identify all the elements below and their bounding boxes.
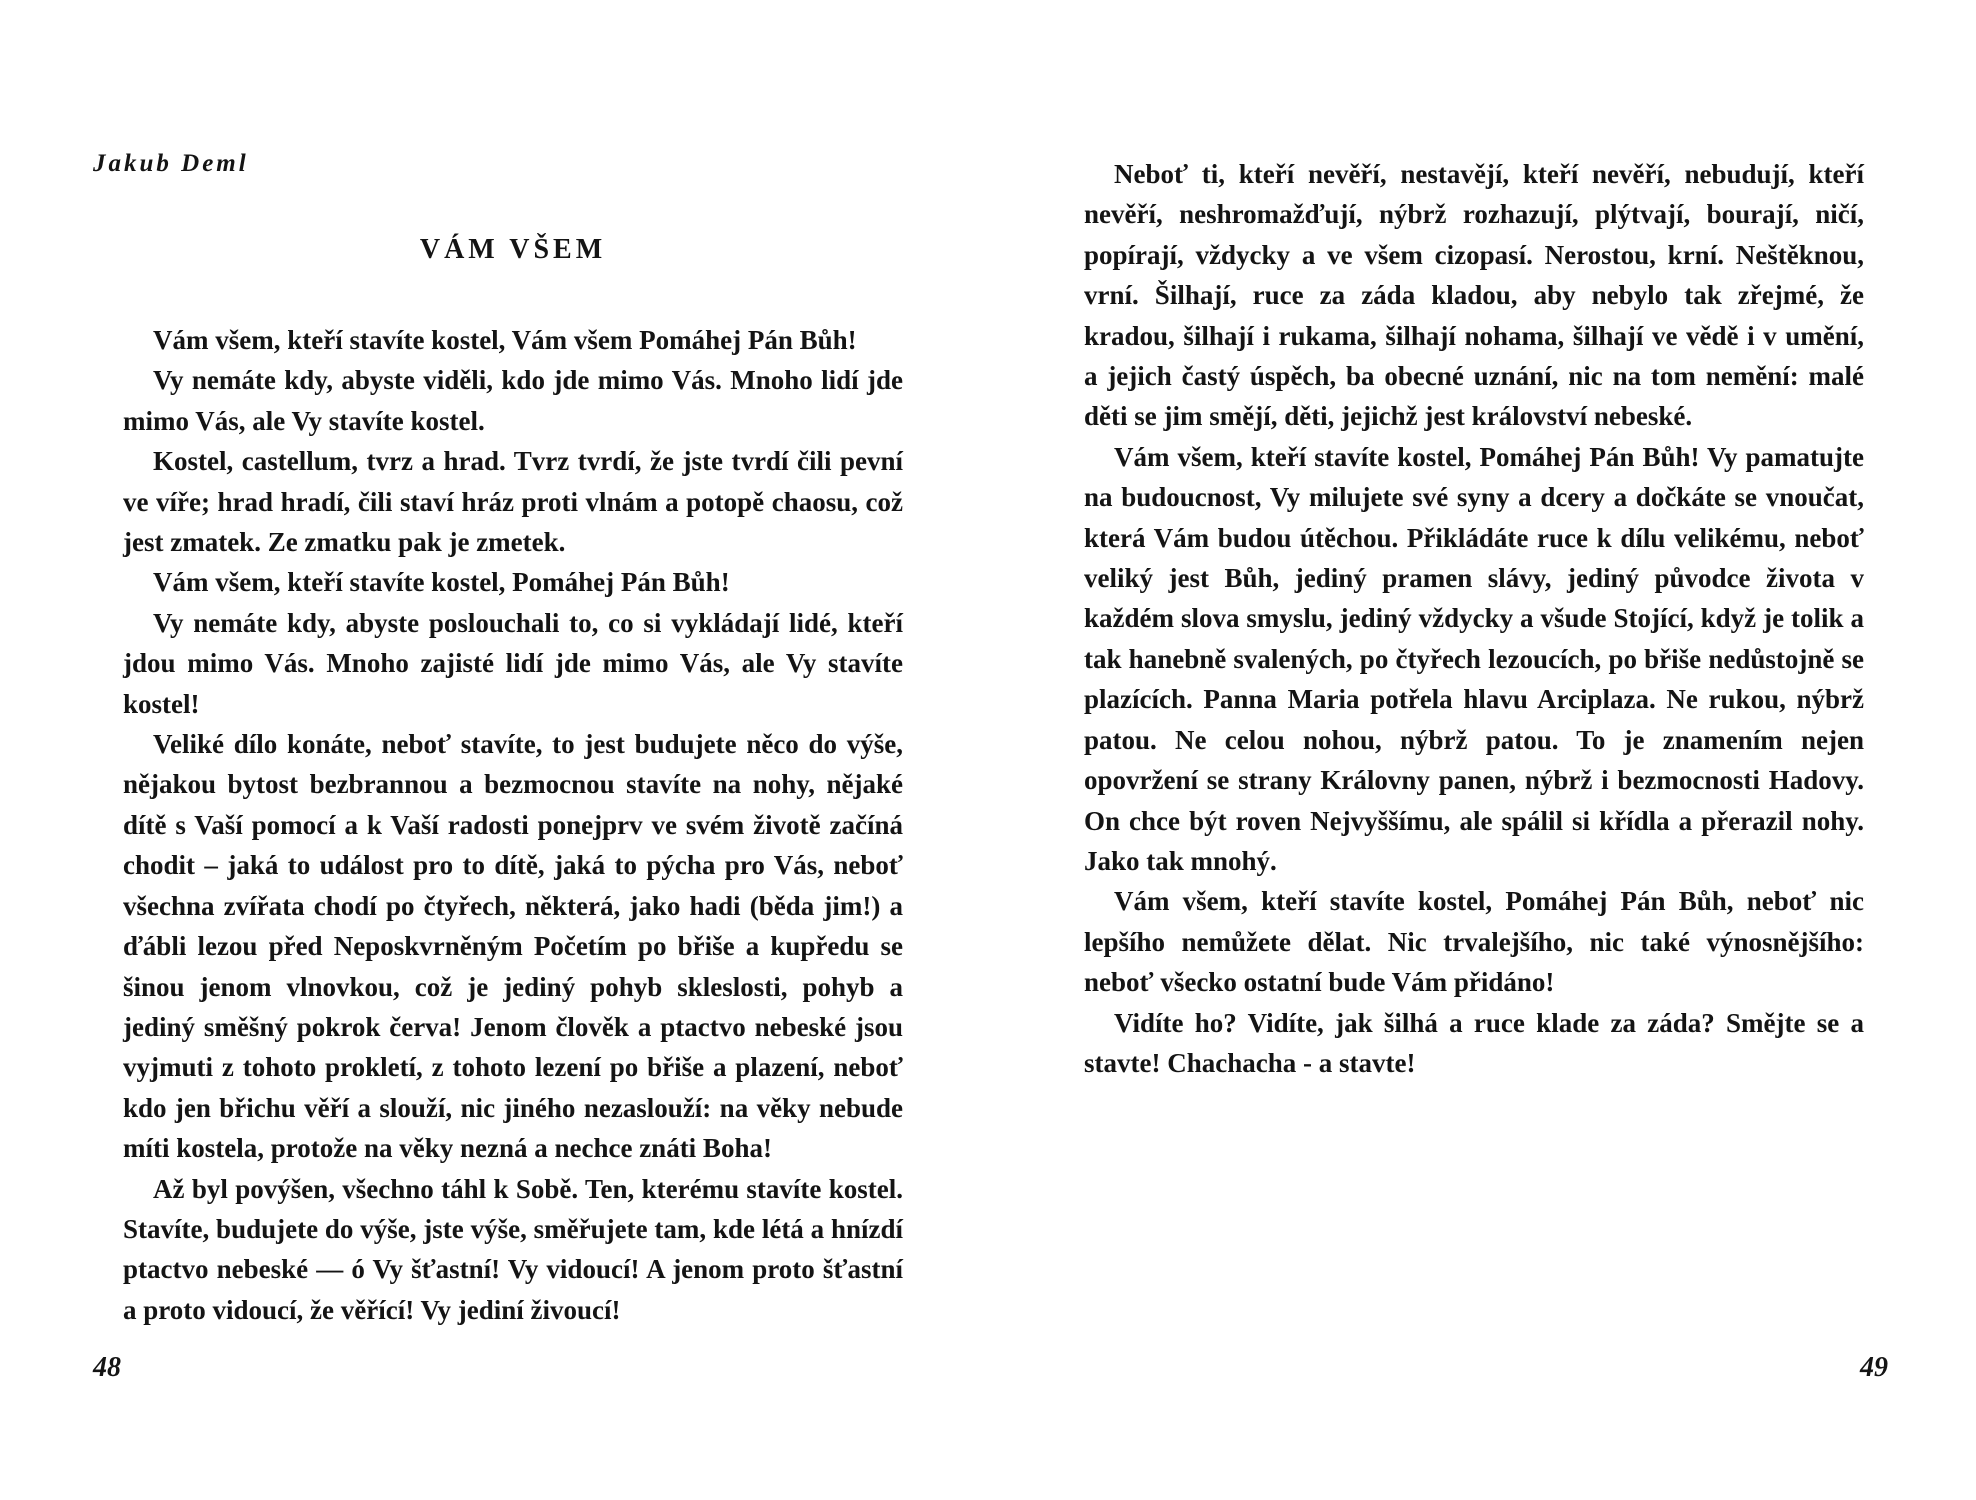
paragraph: Vám všem, kteří stavíte kostel, Vám všem Pomáhej Pán Bůh! — [153, 325, 857, 355]
paragraph: Vy nemáte kdy, abyste viděli, kdo jde mimo Vás. Mnoho lidí jde mimo Vás, ale Vy stavíte kostel. — [123, 365, 903, 436]
left-page-body — [123, 320, 903, 1330]
paragraph: Vám všem, kteří stavíte kostel, Pomáhej Pán Bůh! — [153, 567, 730, 598]
page-number-left: 48 — [93, 1352, 121, 1383]
paragraph: Neboť ti, kteří nevěří, nestavějí, kteří nevěří, nebudují, kteří nevěří, neshromažďují, nýbrž rozhazují, plýtvají, bourají, ničí, popírají, vždycky a ve všem cizopasí. Nerostou, krní. Neštěknou, vrní. Šilhají, ruce za záda kladou, aby nebylo tak zřejmé, že kradou, šilhají i rukama, šilhají nohama, šilhají ve vědě i v umění, a jejich častý úspěch, ba obecné uznání, nic na tom nemění: malé děti se jim smějí, děti, jejichž jest království nebeské. — [1084, 159, 1864, 432]
running-head-author: Jakub Deml — [93, 150, 249, 177]
paragraph: Kostel, castellum, tvrz a hrad. Tvrz tvrdí, že jste tvrdí čili pevní ve víře; hrad hradí, čili staví hráz proti vlnám a potopě chaosu, což jest zmatek. Ze zmatku pak je zmetek. — [123, 446, 903, 558]
right-page — [988, 0, 1976, 1500]
paragraph: Vidíte ho? Vidíte, jak šilhá a ruce klade za záda? Smějte se a stavte! Chachacha - a stavte! — [1084, 1007, 1864, 1078]
page-number-right: 49 — [1860, 1352, 1888, 1383]
chapter-title: VÁM VŠEM — [419, 234, 607, 265]
paragraph: Vy nemáte kdy, abyste poslouchali to, co si vykládají lidé, kteří jdou mimo Vás. Mnoho zajisté lidí jde mimo Vás, ale Vy stavíte kostel! — [123, 607, 903, 719]
paragraph: Až byl povýšen, všechno táhl k Sobě. Ten, kterému stavíte kostel. Stavíte, budujete do výše, jste výše, směřujete tam, kde létá a hnízdí ptactvo nebeské — ó Vy šťastní! Vy vidoucí! A jenom proto šťastní a proto vidoucí, že věřící! Vy jediní živoucí! — [123, 1173, 903, 1325]
paragraph: Vám všem, kteří stavíte kostel, Pomáhej Pán Bůh, neboť nic lepšího nemůžete dělat. Nic trvalejšího, nic také výnosnějšího: neboť všecko ostatní bude Vám přidáno! — [1084, 886, 1864, 998]
paragraph: Vám všem, kteří stavíte kostel, Pomáhej Pán Bůh! Vy pamatujte na budoucnost, Vy milujete své syny a dcery a dočkáte se vnoučat, která Vám budou útěchou. Přikládáte ruce k dílu velikému, neboť veliký jest Bůh, jediný pramen slávy, jediný původce života v každém slova smyslu, jediný vždycky a všude Stojící, když je tolik a tak hanebně svalených, po čtyřech lezoucích, po břiše nedůstojně se plazících. Panna Maria potřela hlavu Arciplaza. Ne rukou, nýbrž patou. Ne celou nohou, nýbrž patou. To je znamením nejen opovržení se strany Královny panen, nýbrž i bezmocnosti Hadovy. On chce být roven Nejvyššímu, ale spálil si křídla a přerazil nohy. Jako tak mnohý. — [1084, 441, 1864, 876]
paragraph: Veliké dílo konáte, neboť stavíte, to jest budujete něco do výše, nějakou bytost bezbrannou a bezmocnou stavíte na nohy, nějaké dítě s Vaší pomocí a k Vaší radosti ponejprv ve svém životě začíná chodit – jaká to událost pro to dítě, jaká to pýcha pro Vás, neboť všechna zvířata chodí po čtyřech, některá, jako hadi (běda jim!) a ďábli lezou před Neposkvrněným Početím po břiše a kupředu se šinou jenom vlnovkou, což je jediný pohyb skleslosti, pohyb a jediný směšný pokrok červa! Jenom člověk a ptactvo nebeské jsou vyjmuti z tohoto prokletí, z tohoto lezení po břiše a plazení, neboť kdo jen břichu věří a slouží, nic jiného nezaslouží: na věky nebude míti kostela, protože na věky nezná a nechce znáti Boha! — [123, 729, 903, 1164]
right-page-body — [1084, 154, 1864, 1083]
